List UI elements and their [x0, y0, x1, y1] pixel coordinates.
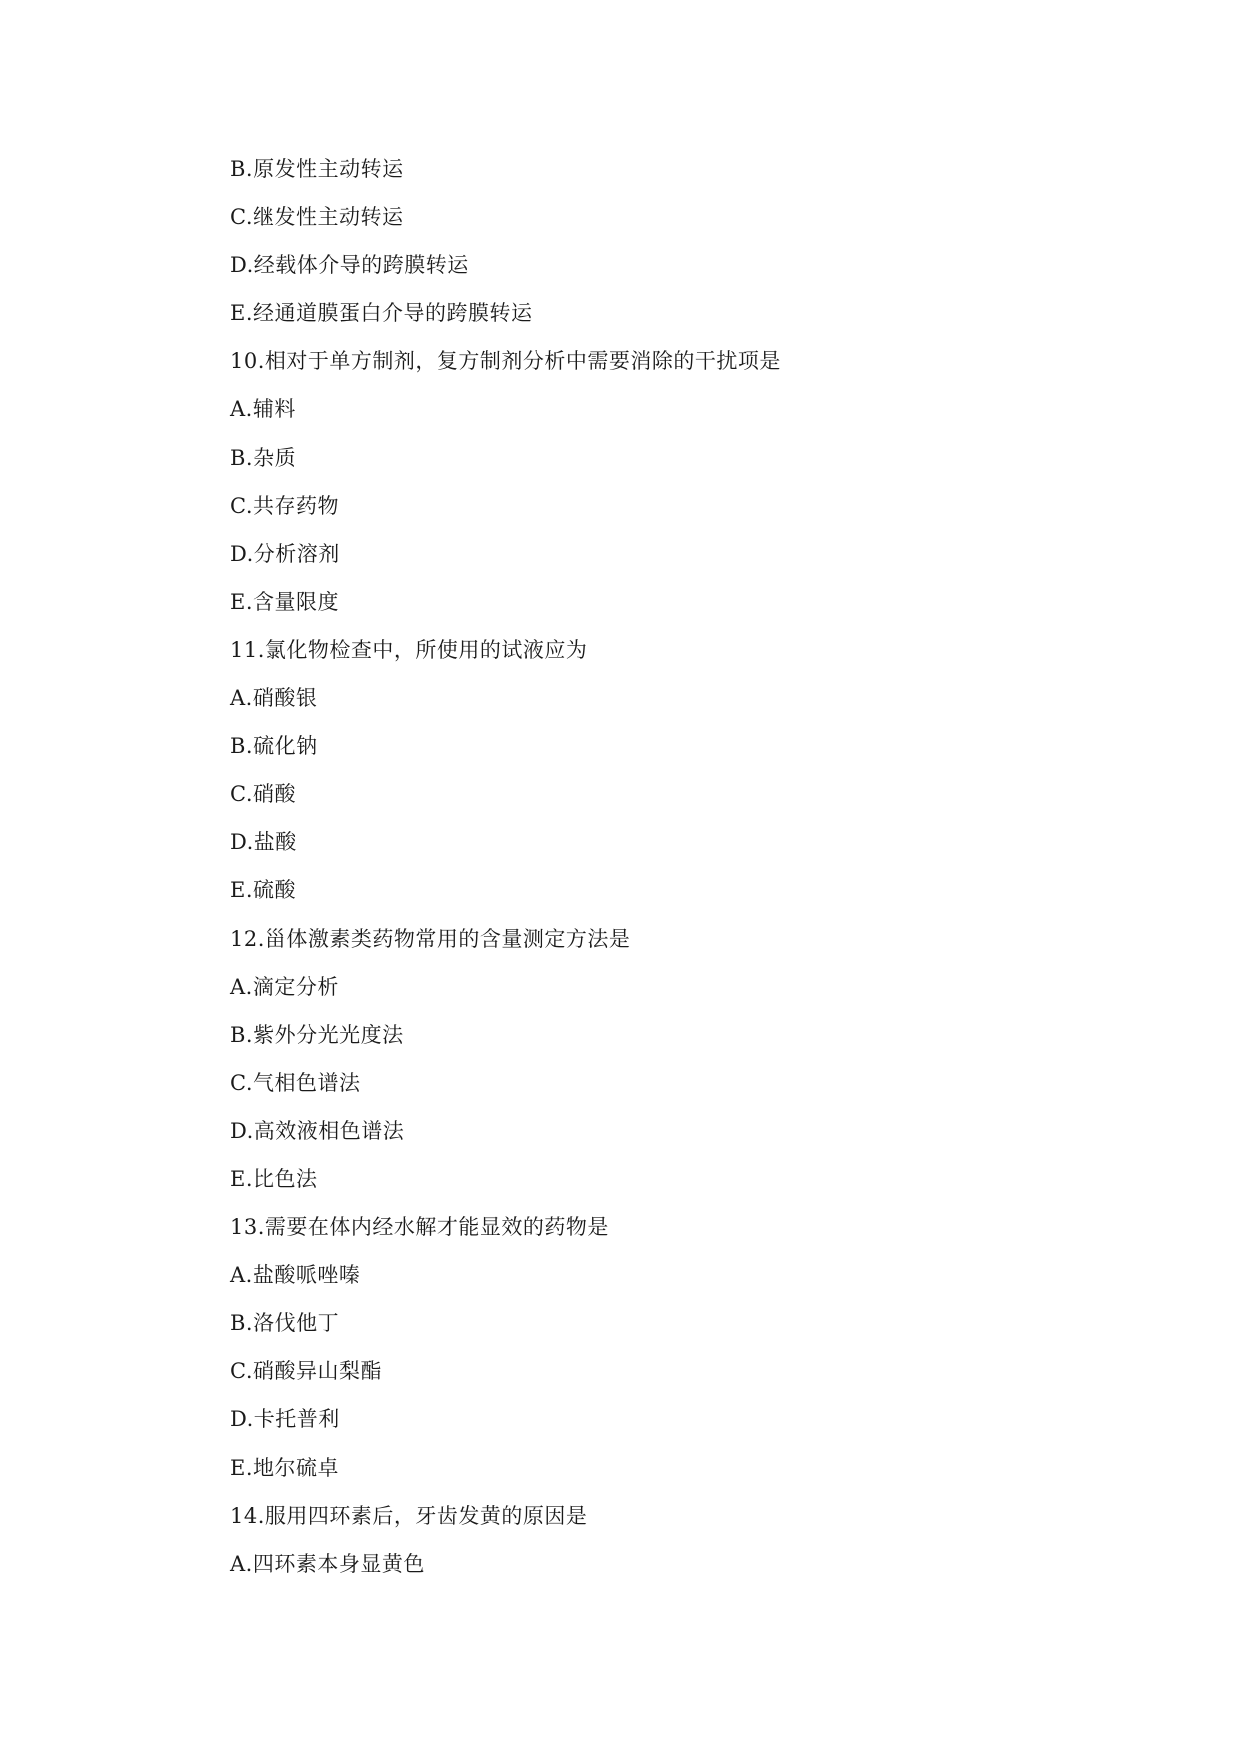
option-11-b: B.硫化钠: [230, 734, 318, 759]
option-12-a: A.滴定分析: [230, 974, 339, 999]
question-list: [230, 145, 1110, 1588]
option-9-b: B.原发性主动转运: [230, 157, 404, 181]
option-10-c: C.共存药物: [230, 493, 339, 518]
option-9-e: E.经通道膜蛋白介导的跨膜转运: [230, 301, 533, 326]
option-10-a: A.辅料: [230, 397, 296, 422]
option-12-b: B.紫外分光光度法: [230, 1022, 404, 1047]
option-13-b: B.洛伐他丁: [230, 1311, 340, 1336]
question-10: 10.相对于单方制剂，复方制剂分析中需要消除的干扰项是: [230, 349, 781, 374]
option-10-b: B.杂质: [230, 445, 297, 470]
option-10-e: E.含量限度: [230, 589, 340, 614]
question-11: 11.氯化物检查中，所使用的试液应为: [230, 637, 588, 662]
option-11-a: A.硝酸银: [230, 686, 318, 711]
question-12: 12.甾体激素类药物常用的含量测定方法是: [230, 926, 631, 951]
option-13-d: D.卡托普利: [230, 1407, 340, 1432]
option-13-c: C.硝酸异山梨酯: [230, 1359, 382, 1384]
option-12-c: C.气相色谱法: [230, 1070, 361, 1095]
option-9-c: C.继发性主动转运: [230, 205, 404, 230]
option-14-a: A.四环素本身显黄色: [230, 1551, 425, 1576]
option-11-d: D.盐酸: [230, 830, 297, 855]
option-11-c: C.硝酸: [230, 782, 296, 807]
option-13-e: E.地尔硫卓: [230, 1455, 340, 1480]
question-14: 14.服用四环素后，牙齿发黄的原因是: [230, 1503, 588, 1528]
option-10-d: D.分析溶剂: [230, 541, 340, 566]
option-12-d: D.高效液相色谱法: [230, 1118, 405, 1143]
option-11-e: E.硫酸: [230, 878, 297, 903]
option-12-e: E.比色法: [230, 1166, 318, 1191]
question-13: 13.需要在体内经水解才能显效的药物是: [230, 1215, 609, 1240]
option-9-d: D.经载体介导的跨膜转运: [230, 253, 469, 278]
option-13-a: A.盐酸哌唑嗪: [230, 1263, 361, 1288]
